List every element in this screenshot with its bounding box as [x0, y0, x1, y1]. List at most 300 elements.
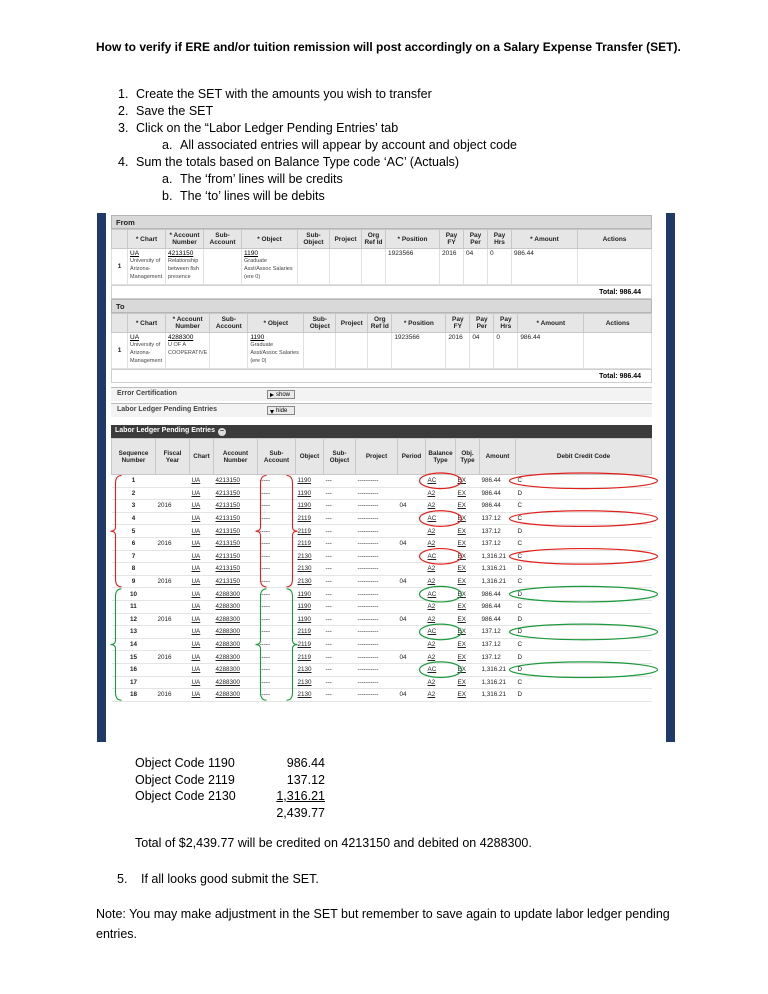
ll-cell[interactable]: 4288300	[214, 689, 258, 702]
ll-cell[interactable]: 2119	[296, 525, 324, 538]
ll-cell: ----------	[356, 512, 398, 525]
ll-cell[interactable]: AC	[426, 475, 456, 488]
ll-cell[interactable]: 4288300	[214, 651, 258, 664]
substep-letter: a.	[162, 172, 173, 186]
ll-cell: 2016	[156, 651, 190, 664]
table-row	[112, 500, 652, 513]
ll-cell[interactable]: UA	[190, 487, 214, 500]
ll-cell[interactable]: A2	[426, 525, 456, 538]
col-header: * Account Number	[166, 314, 210, 333]
substep-letter: b.	[162, 189, 173, 203]
ll-cell: ----------	[356, 588, 398, 601]
ll-cell	[398, 676, 426, 689]
ll-cell[interactable]: UA	[190, 663, 214, 676]
ll-cell: -----	[258, 487, 296, 500]
ll-cell: ---	[324, 613, 356, 626]
ll-cell[interactable]: 2130	[296, 563, 324, 576]
ll-cell: 14	[112, 638, 156, 651]
ll-cell: D	[516, 651, 652, 664]
tab-label: Labor Ledger Pending Entries	[117, 406, 217, 413]
col-header: * Object	[242, 230, 298, 249]
ll-cell[interactable]: EX	[456, 525, 480, 538]
ll-cell[interactable]: 4288300	[214, 663, 258, 676]
ll-cell	[398, 563, 426, 576]
ll-cell[interactable]: EX	[456, 588, 480, 601]
ll-cell: 10	[112, 588, 156, 601]
ll-cell[interactable]: 2119	[296, 512, 324, 525]
ll-cell: -----	[258, 663, 296, 676]
col-header: Org Ref Id	[368, 314, 392, 333]
ll-cell[interactable]: UA	[190, 512, 214, 525]
table-row	[112, 588, 652, 601]
ll-cell: ----------	[356, 487, 398, 500]
ll-cell: ----------	[356, 626, 398, 639]
collapse-arrow-icon	[270, 410, 274, 414]
step-4a	[118, 171, 517, 188]
ll-cell[interactable]: EX	[456, 613, 480, 626]
ll-cell: ----------	[356, 638, 398, 651]
pay-fy-cell: 2016	[440, 249, 464, 285]
ll-cell[interactable]: EX	[456, 500, 480, 513]
col-header: Pay Per	[470, 314, 494, 333]
col-header: Pay Per	[464, 230, 488, 249]
ll-cell: -----	[258, 689, 296, 702]
ll-col-header: Chart	[190, 439, 214, 475]
ll-header-row	[112, 439, 652, 475]
ll-cell: 04	[398, 689, 426, 702]
step-text: Click on the “Labor Ledger Pending Entries’ tab	[136, 121, 399, 135]
ll-cell[interactable]: 1190	[296, 475, 324, 488]
chart-link[interactable]: UA	[130, 250, 140, 257]
document-title: How to verify if ERE and/or tuition remission will post accordingly on a Salary Expense Transfer (SET).	[96, 40, 681, 54]
ll-col-header: Obj. Type	[456, 439, 480, 475]
ll-cell: 3	[112, 500, 156, 513]
ll-cell[interactable]: 4213150	[214, 512, 258, 525]
ll-cell[interactable]: 4213150	[214, 563, 258, 576]
ll-cell: C	[516, 475, 652, 488]
screenshot-content	[111, 215, 652, 702]
from-header-row	[112, 230, 652, 249]
ll-cell: -----	[258, 626, 296, 639]
ll-cell[interactable]: A2	[426, 487, 456, 500]
ll-cell[interactable]: 2130	[296, 575, 324, 588]
ll-cell: 2016	[156, 537, 190, 550]
ll-cell[interactable]: 4288300	[214, 588, 258, 601]
col-header: Org Ref Id	[362, 230, 386, 249]
ll-cell: ----------	[356, 651, 398, 664]
ll-cell[interactable]: UA	[190, 500, 214, 513]
ll-cell: 1,316.21	[480, 550, 516, 563]
ll-cell[interactable]: UA	[190, 651, 214, 664]
ll-cell[interactable]: A2	[426, 500, 456, 513]
account-desc: Relationship between fish presence	[168, 258, 199, 280]
collapse-icon[interactable]: −	[219, 428, 225, 435]
set-screenshot	[97, 213, 675, 742]
ll-cell: D	[516, 663, 652, 676]
ll-cell: 11	[112, 600, 156, 613]
summary-label: Object Code 1190	[135, 756, 235, 770]
note: Note: You may make adjustment in the SET but remember to save again to update labor ledger pending entries.	[96, 907, 670, 941]
ll-cell: 1,316.21	[480, 689, 516, 702]
from-section-header: From	[111, 215, 652, 229]
ll-cell[interactable]: 4213150	[214, 500, 258, 513]
ll-cell[interactable]: EX	[456, 563, 480, 576]
chart-desc: University of Arizona-Management	[130, 258, 163, 280]
step-3a	[118, 137, 517, 154]
ll-cell: C	[516, 676, 652, 689]
ll-cell[interactable]: UA	[190, 600, 214, 613]
ll-cell: 16	[112, 663, 156, 676]
ll-cell: 2016	[156, 500, 190, 513]
from-row	[112, 249, 652, 285]
ll-cell	[156, 626, 190, 639]
org-ref-cell	[362, 249, 386, 285]
ll-cell: 12	[112, 613, 156, 626]
ll-cell[interactable]: AC	[426, 663, 456, 676]
ll-cell: 04	[398, 537, 426, 550]
chart-cell	[128, 333, 166, 369]
col-header: Sub-Account	[210, 314, 248, 333]
ll-cell[interactable]: 4288300	[214, 600, 258, 613]
ll-cell: -----	[258, 676, 296, 689]
ll-cell[interactable]: AC	[426, 550, 456, 563]
step-text: Save the SET	[136, 104, 214, 118]
step-number: 4.	[118, 155, 129, 169]
ll-cell: 1	[112, 475, 156, 488]
ll-cell[interactable]: EX	[456, 575, 480, 588]
ll-cell: 137.12	[480, 638, 516, 651]
ll-cell: 04	[398, 613, 426, 626]
show-button[interactable]	[267, 390, 295, 399]
summary-value: 137.12	[286, 772, 325, 787]
ll-cell[interactable]: EX	[456, 651, 480, 664]
ll-cell[interactable]: 4288300	[214, 626, 258, 639]
ll-col-header: Object	[296, 439, 324, 475]
ll-cell[interactable]: 2130	[296, 676, 324, 689]
sub-account-cell	[210, 333, 248, 369]
col-header: * Position	[386, 230, 440, 249]
step-text: Create the SET with the amounts you wish to transfer	[136, 87, 432, 101]
ll-col-header: Period	[398, 439, 426, 475]
ll-cell[interactable]: UA	[190, 575, 214, 588]
ll-cell[interactable]: UA	[190, 563, 214, 576]
ll-cell[interactable]: 2130	[296, 663, 324, 676]
ll-cell: D	[516, 487, 652, 500]
ll-cell[interactable]: 4288300	[214, 613, 258, 626]
ll-cell[interactable]: 2119	[296, 638, 324, 651]
ll-cell[interactable]: A2	[426, 600, 456, 613]
ll-cell	[156, 600, 190, 613]
ll-cell: -----	[258, 613, 296, 626]
ll-cell[interactable]: AC	[426, 588, 456, 601]
from-total: Total: 986.44	[111, 285, 652, 299]
ll-cell[interactable]: A2	[426, 613, 456, 626]
table-row	[112, 487, 652, 500]
ll-cell: -----	[258, 500, 296, 513]
step-2	[118, 103, 517, 120]
ll-cell: 986.44	[480, 588, 516, 601]
step-4	[118, 154, 517, 171]
ll-cell[interactable]: 4213150	[214, 537, 258, 550]
hide-button[interactable]	[267, 406, 295, 415]
ll-cell: ----------	[356, 525, 398, 538]
ll-cell: D	[516, 588, 652, 601]
step-3	[118, 120, 517, 137]
ll-cell: D	[516, 563, 652, 576]
ll-cell: ---	[324, 487, 356, 500]
ll-cell: 2016	[156, 689, 190, 702]
table-row	[112, 663, 652, 676]
ll-cell: -----	[258, 600, 296, 613]
col-header: * Chart	[128, 314, 166, 333]
substep-text: The ‘to’ lines will be debits	[180, 189, 325, 203]
sub-account-cell	[204, 249, 242, 285]
summary-label: Object Code 2119	[135, 772, 235, 787]
ll-cell: -----	[258, 588, 296, 601]
ll-cell: ---	[324, 588, 356, 601]
object-link[interactable]: 1190	[250, 334, 265, 341]
ll-cell: -----	[258, 563, 296, 576]
ll-cell[interactable]: A2	[426, 689, 456, 702]
from-table	[111, 229, 652, 285]
col-header: Pay FY	[446, 314, 470, 333]
ll-cell[interactable]: EX	[456, 550, 480, 563]
chart-link[interactable]: UA	[130, 334, 140, 341]
step-text: If all looks good submit the SET.	[141, 872, 319, 886]
ll-cell[interactable]: 1190	[296, 588, 324, 601]
ll-cell[interactable]: UA	[190, 475, 214, 488]
ll-cell: D	[516, 613, 652, 626]
col-header: * Amount	[518, 314, 584, 333]
line-number: 1	[112, 333, 128, 369]
ll-cell[interactable]: 1190	[296, 600, 324, 613]
ll-cell[interactable]: 4213150	[214, 575, 258, 588]
to-table	[111, 313, 652, 369]
ll-cell: ---	[324, 550, 356, 563]
ll-cell[interactable]: 2130	[296, 689, 324, 702]
col-header: * Account Number	[166, 230, 204, 249]
ll-cell[interactable]: 4288300	[214, 676, 258, 689]
ll-cell: -----	[258, 512, 296, 525]
ll-cell[interactable]: UA	[190, 550, 214, 563]
ll-cell[interactable]: A2	[426, 563, 456, 576]
step-number: 3.	[118, 121, 129, 135]
step-number: 2.	[118, 104, 129, 118]
table-row	[112, 575, 652, 588]
ll-cell: ----------	[356, 600, 398, 613]
object-link[interactable]: 1190	[244, 250, 258, 257]
step-number: 1.	[118, 87, 129, 101]
ll-cell	[398, 525, 426, 538]
col-header: Project	[336, 314, 368, 333]
ll-cell: ---	[324, 651, 356, 664]
ll-cell: C	[516, 575, 652, 588]
ll-body	[112, 475, 652, 702]
step-number: 5.	[117, 872, 128, 886]
summary-total: 2,439.77	[276, 805, 325, 820]
ll-cell[interactable]: EX	[456, 537, 480, 550]
table-row	[112, 613, 652, 626]
col-header: Pay FY	[440, 230, 464, 249]
ll-cell: 04	[398, 575, 426, 588]
step-4b	[118, 188, 517, 205]
ll-cell: ---	[324, 537, 356, 550]
ll-cell[interactable]: EX	[456, 475, 480, 488]
to-total: Total: 986.44	[111, 369, 652, 383]
ll-cell[interactable]: EX	[456, 663, 480, 676]
ll-cell[interactable]: 4213150	[214, 487, 258, 500]
ll-cell: 6	[112, 537, 156, 550]
ll-cell: ---	[324, 638, 356, 651]
ll-cell[interactable]: 2119	[296, 626, 324, 639]
ll-cell[interactable]: AC	[426, 512, 456, 525]
ll-col-header: Amount	[480, 439, 516, 475]
ll-cell: 137.12	[480, 525, 516, 538]
sub-object-cell	[298, 249, 330, 285]
ll-cell: ---	[324, 676, 356, 689]
col-header: Sub-Object	[304, 314, 336, 333]
table-row	[112, 626, 652, 639]
ll-cell: 13	[112, 626, 156, 639]
ll-cell[interactable]: A2	[426, 638, 456, 651]
total-statement: Total of $2,439.77 will be credited on 4213150 and debited on 4288300.	[135, 836, 532, 850]
account-cell	[166, 333, 210, 369]
ll-cell: C	[516, 512, 652, 525]
ll-cell	[398, 663, 426, 676]
col-header: Actions	[578, 230, 652, 249]
account-desc: U OF A COOPERATIVE	[168, 342, 208, 356]
object-cell	[248, 333, 304, 369]
col-header: * Position	[392, 314, 446, 333]
ll-cell: 15	[112, 651, 156, 664]
ll-col-header: Project	[356, 439, 398, 475]
account-link[interactable]: 4213150	[168, 250, 194, 257]
ll-cell: 986.44	[480, 613, 516, 626]
ll-cell[interactable]: UA	[190, 525, 214, 538]
ll-cell: ----------	[356, 550, 398, 563]
ll-cell: C	[516, 500, 652, 513]
ll-cell: 986.44	[480, 475, 516, 488]
ll-cell[interactable]: 4288300	[214, 638, 258, 651]
substep-text: The ‘from’ lines will be credits	[180, 172, 343, 186]
ll-cell[interactable]: EX	[456, 512, 480, 525]
ll-cell[interactable]: 4213150	[214, 525, 258, 538]
object-cell	[242, 249, 298, 285]
ll-cell: 2	[112, 487, 156, 500]
pay-fy-cell: 2016	[446, 333, 470, 369]
ll-cell[interactable]: UA	[190, 537, 214, 550]
project-cell	[336, 333, 368, 369]
summary-label: Object Code 2130	[135, 789, 236, 803]
ll-cell[interactable]: EX	[456, 626, 480, 639]
ll-cell: 986.44	[480, 500, 516, 513]
ll-cell: 1,316.21	[480, 563, 516, 576]
account-link[interactable]: 4288300	[168, 334, 194, 341]
ll-cell[interactable]: 2119	[296, 537, 324, 550]
position-cell: 1923566	[392, 333, 446, 369]
ll-cell[interactable]: UA	[190, 676, 214, 689]
ll-cell: 04	[398, 500, 426, 513]
ll-cell: ----------	[356, 676, 398, 689]
ll-cell: ---	[324, 525, 356, 538]
ll-col-header: Balance Type	[426, 439, 456, 475]
ll-cell[interactable]: UA	[190, 613, 214, 626]
ll-cell[interactable]: 2130	[296, 550, 324, 563]
col-header: * Chart	[128, 230, 166, 249]
ll-cell[interactable]: AC	[426, 626, 456, 639]
ll-cell[interactable]: 1190	[296, 613, 324, 626]
actions-cell	[584, 333, 652, 369]
to-section-header: To	[111, 299, 652, 313]
ll-cell[interactable]: 4213150	[214, 475, 258, 488]
ll-cell[interactable]: UA	[190, 626, 214, 639]
ll-cell	[398, 600, 426, 613]
ll-cell[interactable]: A2	[426, 537, 456, 550]
table-row	[112, 638, 652, 651]
ll-cell	[156, 588, 190, 601]
show-label: show	[276, 392, 291, 398]
ll-cell[interactable]: EX	[456, 638, 480, 651]
ll-cell[interactable]: EX	[456, 676, 480, 689]
ll-cell: ---	[324, 689, 356, 702]
expand-arrow-icon	[270, 393, 274, 397]
ll-cell: 17	[112, 676, 156, 689]
error-certification-tab	[111, 387, 652, 401]
ll-cell[interactable]: EX	[456, 487, 480, 500]
table-row	[112, 563, 652, 576]
ll-cell: 04	[398, 651, 426, 664]
line-col-header	[112, 230, 128, 249]
ll-cell	[398, 487, 426, 500]
pay-hrs-cell: 0	[488, 249, 512, 285]
substep-text: All associated entries will appear by account and object code	[180, 138, 518, 152]
line-number: 1	[112, 249, 128, 285]
ll-cell	[156, 487, 190, 500]
ll-cell[interactable]: A2	[426, 651, 456, 664]
ll-cell[interactable]: A2	[426, 676, 456, 689]
ll-cell: ---	[324, 663, 356, 676]
frame-border-left	[97, 213, 106, 742]
ll-cell[interactable]: A2	[426, 575, 456, 588]
ll-cell[interactable]: EX	[456, 689, 480, 702]
ll-cell: -----	[258, 537, 296, 550]
ll-cell[interactable]: 1190	[296, 487, 324, 500]
ll-cell[interactable]: 1190	[296, 500, 324, 513]
table-row	[112, 651, 652, 664]
ll-cell: 1,316.21	[480, 575, 516, 588]
ll-cell: -----	[258, 525, 296, 538]
ll-cell[interactable]: UA	[190, 689, 214, 702]
ll-cell: -----	[258, 638, 296, 651]
ll-cell: 5	[112, 525, 156, 538]
ll-cell[interactable]: UA	[190, 638, 214, 651]
ll-cell[interactable]: UA	[190, 588, 214, 601]
ll-cell	[398, 588, 426, 601]
position-cell: 1923566	[386, 249, 440, 285]
ll-cell: 1,316.21	[480, 676, 516, 689]
ll-cell: ---	[324, 500, 356, 513]
ll-cell[interactable]: EX	[456, 600, 480, 613]
labor-ledger-table	[111, 438, 652, 702]
ll-col-header: Debit Credit Code	[516, 439, 652, 475]
ll-cell[interactable]: 4213150	[214, 550, 258, 563]
account-cell	[166, 249, 204, 285]
ll-cell[interactable]: 2119	[296, 651, 324, 664]
ll-cell: D	[516, 525, 652, 538]
ll-cell: C	[516, 550, 652, 563]
ll-cell: ----------	[356, 500, 398, 513]
object-desc: Graduate Asst/Assoc Salaries (ere 0)	[250, 342, 299, 364]
